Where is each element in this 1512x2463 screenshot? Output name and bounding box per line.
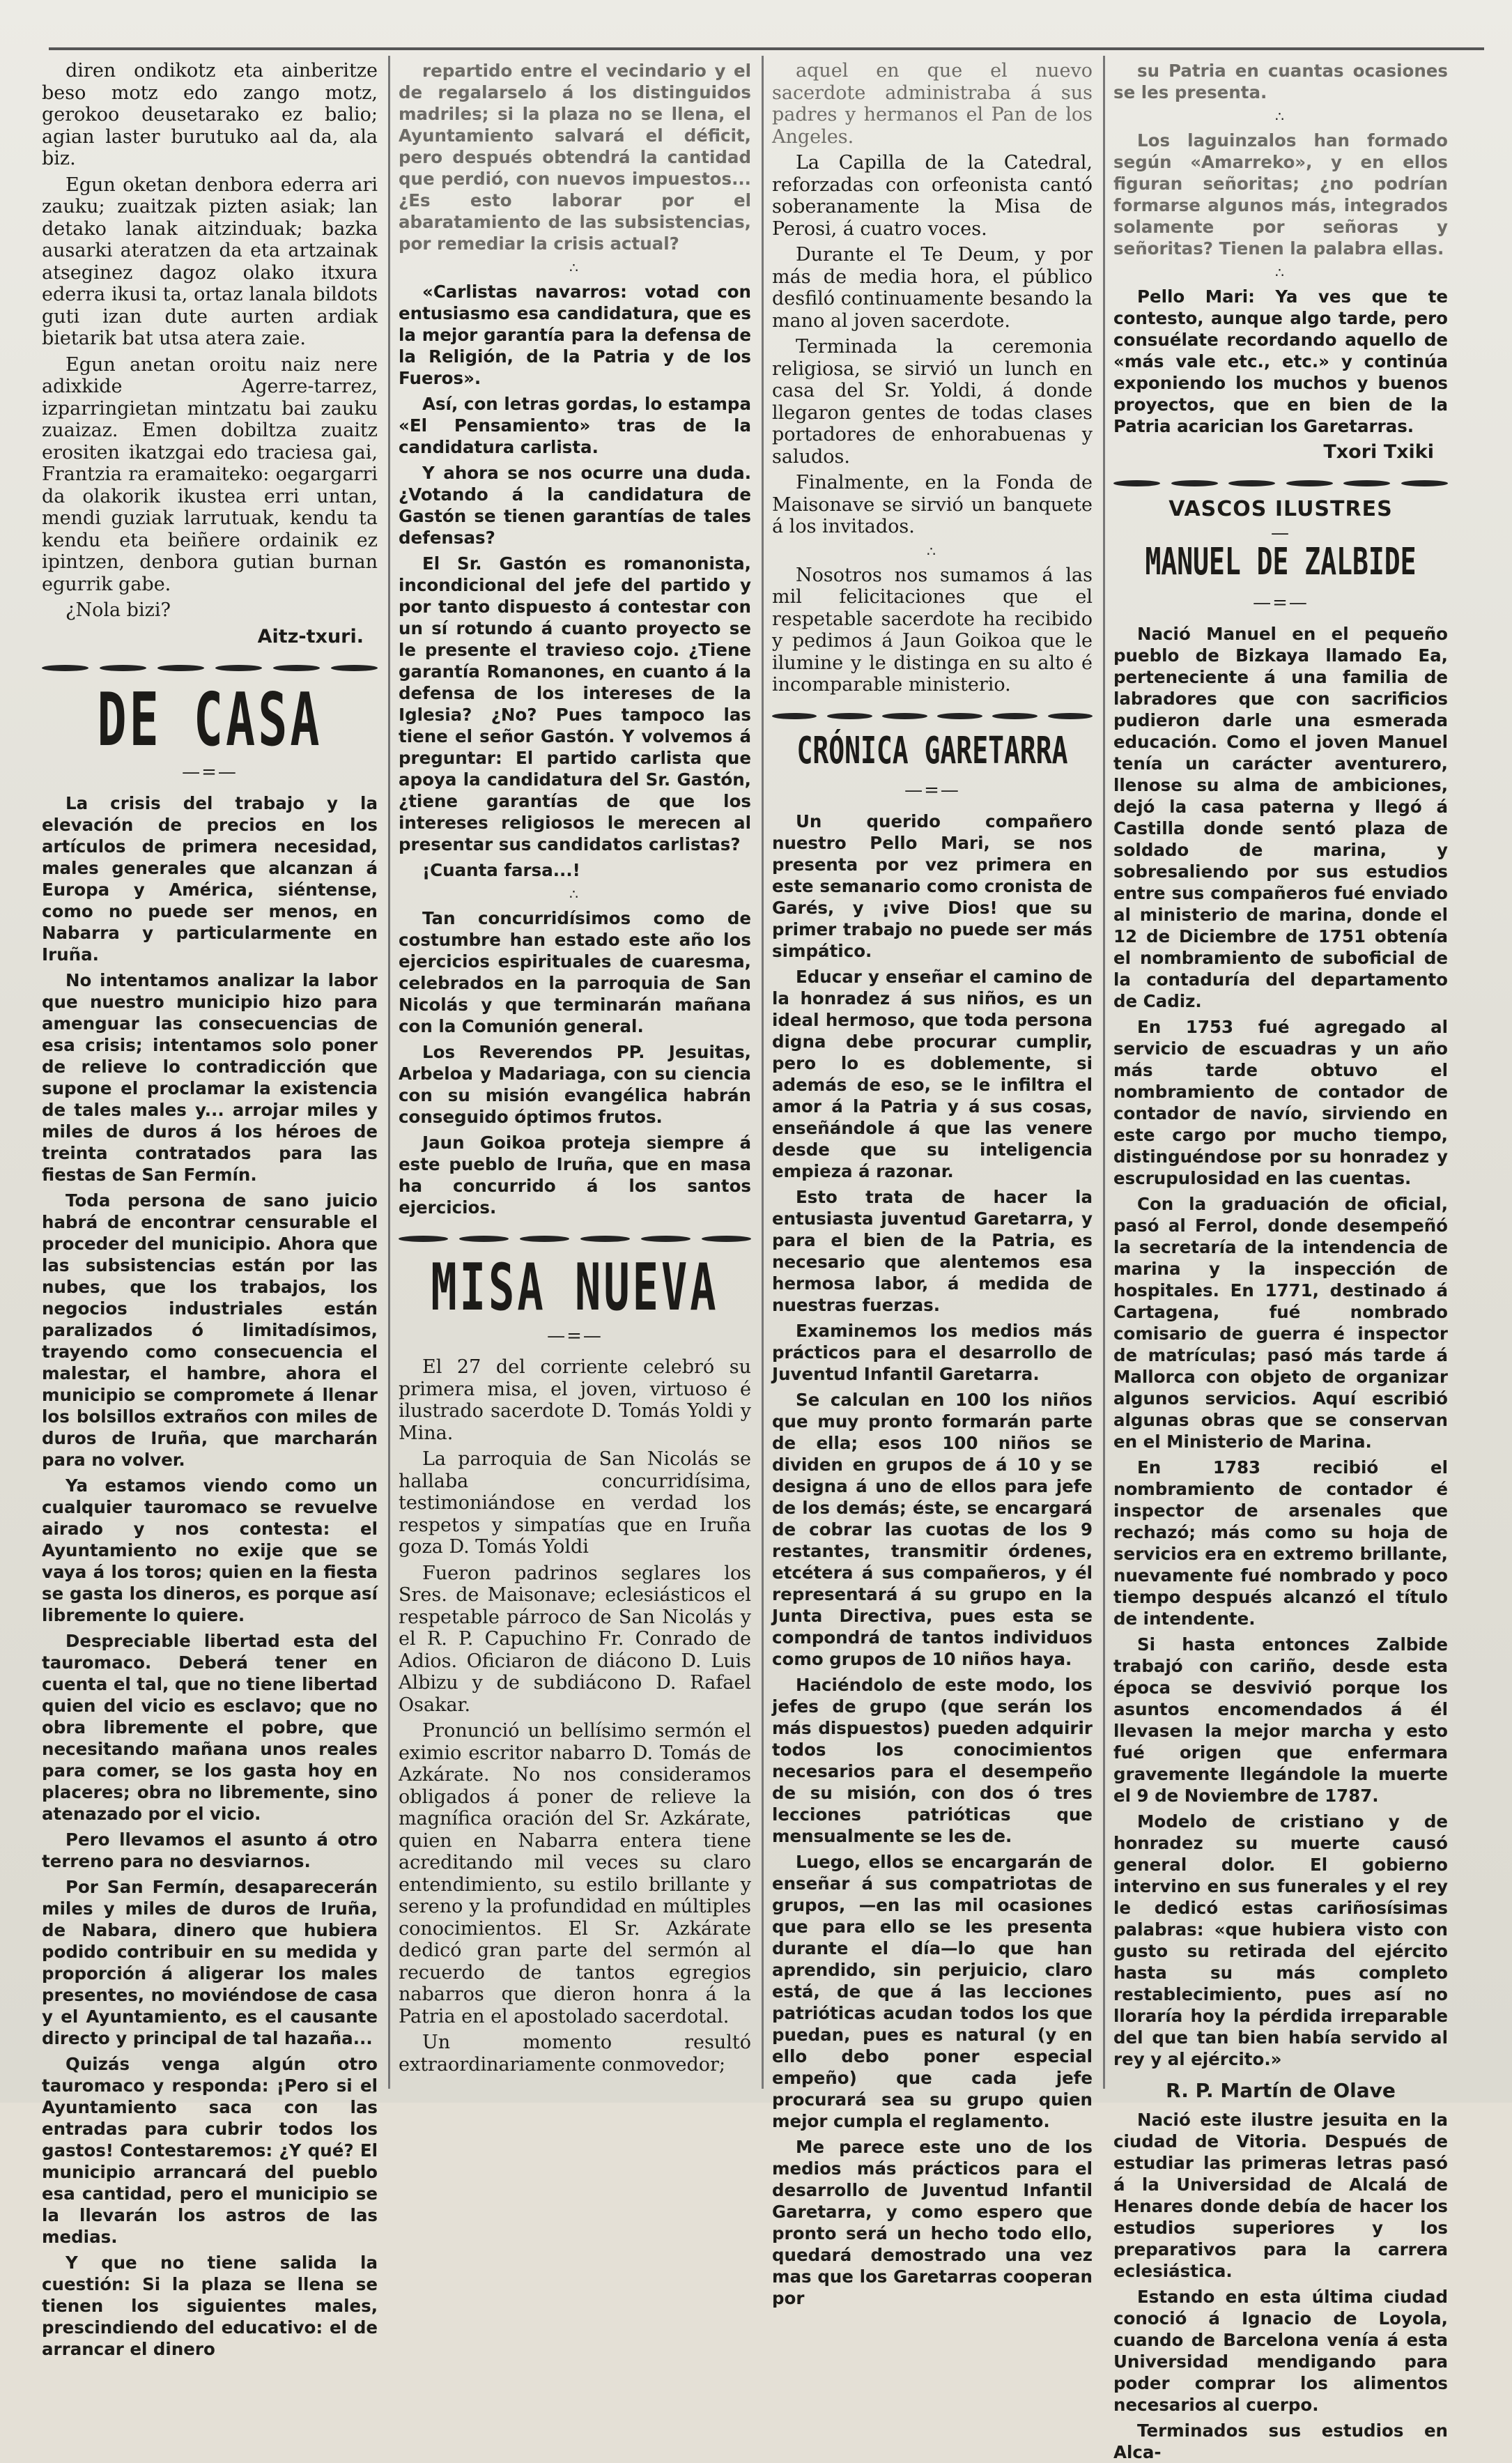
paragraph: El 27 del corriente celebró su primera misa, el joven, virtuoso é ilustrado sacerdote D. Tomás Yoldi y Mina.: [399, 1356, 751, 1444]
paragraph: La parroquia de San Nicolás se hallaba concurridísima, testimoniándose en verdad los respetos y simpatías que en Iruña goza D. Tomás Yoldi: [399, 1448, 751, 1558]
paragraph: Durante el Te Deum, y por más de media hora, el público desfiló continuamente besando la mano al joven sacerdote.: [772, 244, 1093, 332]
paragraph: Finalmente, en la Fonda de Maisonave se sirvió un banquete á los invitados.: [772, 472, 1093, 537]
paragraph: Y ahora se nos ocurre una duda. ¿Votando á la candidatura de Gastón se tienen garantías de tales defensas?: [399, 463, 751, 548]
headline-cronica-garetarra: CRÓNICA GARETARRA: [796, 728, 1068, 772]
headline-misa-nueva: MISA NUEVA: [431, 1249, 719, 1326]
column-3: [772, 60, 1093, 2308]
column-2: [399, 60, 751, 2089]
column-rule: [388, 56, 390, 2089]
paragraph: Quizás venga algún otro tauromaco y responda: ¡Pero si el Ayuntamiento saca con las entradas para cubrir todos los gastos! Contestaremos: ¿Y qué? El municipio arrancará del pueblo esa cantidad, pero el municipio se la llevarán los astros de las medias.: [42, 2054, 378, 2247]
paragraph: Haciéndolo de este modo, los jefes de grupo (que serán los más dispuestos) pueden adquirir todos los conocimientos necesarios para el desempeño de su misión, con dos ó tres lecciones patrióticas que mensualmente se les de.: [772, 1674, 1093, 1846]
paragraph: diren ondikotz eta ainberitze beso motz edo zango motz, gerokoo deusetarako ez balio; agian laster burutuko aal da, ala biz.: [42, 60, 378, 169]
paragraph: ¡Cuanta farsa...!: [422, 860, 580, 880]
paragraph: Nació Manuel en el pequeño pueblo de Bizkaya llamado Ea, perteneciente á una familia de labradores que con sacrificios pudieron darle una esmerada educación. Como el joven Manuel tenía un carácter aventurero, llenose su alma de ambiciones, dejó la casa paterna y llegó á Castilla donde sentó plaza de soldado de marina, y sobresaliendo por sus estudios entre sus compañeros fué enviado al ministerio de marina, donde el 12 de Diciembre de 1751 obtenía el nombramiento de suboficial de la contaduría del departamento de Cadiz.: [1113, 624, 1448, 1011]
headline-martin-de-olave: R. P. Martín de Olave: [1166, 2079, 1396, 2102]
paragraph: Toda persona de sano juicio habrá de encontrar censurable el proceder del municipio. Ahora que las subsistencias están por las nubes, que los trabajos, los negocios industriales están paralizados ó limitadísimos, trayendo como consecuencia el malestar, el hambre, ahora el municipio se compromete á llenar los bolsillos extraños con miles de duros de Iruña, que marcharán para no volver.: [42, 1190, 378, 1470]
column-4: [1113, 60, 1448, 2462]
paragraph: La crisis del trabajo y la elevación de precios en los artículos de primera necesidad, males generales que alcanzan á Europa y América, siéntense, como no puede ser menos, en Nabarra y particularmente en Iruña.: [42, 793, 378, 965]
paragraph: Tan concurridísimos como de costumbre han estado este año los ejercicios espirituales de cuaresma, celebrados en la parroquia de San Nicolás y que terminarán mañana con la Comunión general.: [399, 908, 751, 1036]
ornamental-divider: [42, 660, 378, 675]
paragraph: Jaun Goikoa proteja siempre á este pueblo de Iruña, que en masa ha concurrido á los santos ejercicios.: [399, 1133, 751, 1218]
section-vascos-ilustres: VASCOS ILUSTRES: [1168, 496, 1393, 521]
dash: —: [1271, 523, 1290, 544]
paragraph: aquel en que el nuevo sacerdote administraba á sus padres y hermanos el Pan de los Angeles.: [772, 60, 1093, 148]
column-rule: [762, 56, 764, 2089]
column-rule: [1103, 56, 1105, 2089]
signature-aitz-txuri: Aitz-txuri.: [257, 625, 364, 647]
paragraph: Egun anetan oroitu naiz nere adixkide Agerre-tarrez, izparringietan mintzatu bai zauku zuaizaz. Emen dobiltza zuaitz erositen ikatzgai edo traciesa gai, Frantzia ra eramaiteko: oegargarri da olakorik ikustea erri untan, mendi guziak larrutuak, kendu ta kendu eta beiñere ordainik ez ipintzen, denbora gutian burnan egurrik gabe.: [42, 353, 378, 595]
headline-wrap: [1113, 542, 1448, 591]
paragraph: En 1753 fué agregado al servicio de escuadras y un año más tarde obtuvo el nombramiento de contador de contador de navío, sirviendo en este cargo por mucho tiempo, distinguéndose por su honradez y escrupulosidad en las cuentas.: [1113, 1017, 1448, 1188]
paragraph: repartido entre el vecindario y el de regalarselo á los distinguidos madriles; si la plaza no se llena, el Ayuntamiento salvará el déficit, pero después obtendrá la cantidad que perdió, con nuevos impuestos... ¿Es esto laborar por el abaratamiento de las subsistencias, por remediar la crisis actual?: [399, 61, 751, 254]
paragraph: Egun oketan denbora ederra ari zauku; zuaitzak pizten asiak; lan detako lanak aitzinduak; bazka ausarki ateratzen da eta artzainak atseginez dagoz olako itxura ederra ikusi ta, ortaz lanala bildots guti izan dute aurten ardiak bietarik bat utsa atera zaie.: [42, 174, 378, 349]
paragraph: Y que no tiene salida la cuestión: Si la plaza se llena se tienen los siguientes males, prescindiendo del educativo: el de arrancar el dinero: [42, 2253, 378, 2359]
separator: —=—: [547, 1326, 603, 1346]
headline-manuel-de-zalbide: MANUEL DE ZALBIDE: [1145, 540, 1417, 583]
paragraph: Terminados sus estudios en Alca-: [1113, 2420, 1448, 2462]
headline-wrap: [772, 728, 1093, 778]
asterism: ∴: [1275, 264, 1286, 281]
paragraph: La Capilla de la Catedral, reforzadas con orfeonista cantó soberanamente la Misa de Perosi, á cuatro voces.: [772, 152, 1093, 240]
headline-de-casa: DE CASA: [97, 677, 323, 763]
paragraph: Un querido compañero nuestro Pello Mari, se nos presenta por vez primera en este semanario como cronista de Garés, y ¡vive Dios! que su primer trabajo no puede ser más simpático.: [772, 811, 1093, 961]
paragraph: Ya estamos viendo como un cualquier tauromaco se revuelve airado y nos contesta: el Ayuntamiento no exije que se vaya á los toros; quien en la fiesta se gasta los dineros, es porque así libremente lo quiere.: [42, 1475, 378, 1625]
top-rule: [49, 47, 1484, 50]
column-1: [42, 60, 378, 2359]
paragraph: Nosotros nos sumamos á las mil felicitaciones que el respetable sacerdote ha recibido y pedimos á Jaun Goikoa que le ilumine y le distinga en su alto é incomparable ministerio.: [772, 564, 1093, 696]
paragraph: Si hasta entonces Zalbide trabajó con cariño, desde esta época se desvivió porque los asuntos encomendados á él llevasen la mejor marcha y esto fué origen que enfermara gravemente llegándole la muerte el 9 de Noviembre de 1787.: [1113, 1634, 1448, 1806]
paragraph: Así, con letras gordas, lo estampa «El Pensamiento» tras de la candidatura carlista.: [399, 394, 751, 457]
paragraph: No intentamos analizar la labor que nuestro municipio hizo para amenguar las consecuencias de esa crisis; intentamos solo poner de relieve lo contradicción que supone el proclamar la existencia de tales males y... arrojar miles y miles de duros á los héroes de treinta contratados para las fiestas de San Fermín.: [42, 970, 378, 1185]
asterism: ∴: [569, 886, 580, 903]
paragraph: Nació este ilustre jesuita en la ciudad de Vitoria. Después de estudiar las primeras letras pasó á la Universidad de Alcalá de Henares donde debía de hacer los estudios superiores y los preparativos para la carrera eclesiástica.: [1113, 2109, 1448, 2281]
paragraph: Modelo de cristiano y de honradez su muerte causó general dolor. El gobierno intervino en sus funerales y el rey le dedicó estas cariñosísimas palabras: «que hubiera visto con gusto su retirada del ejército hasta su más completo restablecimiento, pues así no lloraría hoy la pérdida irreparable del que tan bien había servido al rey y al ejército.»: [1113, 1811, 1448, 2069]
ornamental-divider: [772, 709, 1093, 724]
ornamental-divider: [1113, 476, 1448, 491]
separator: —=—: [182, 762, 238, 783]
paragraph: Esto trata de hacer la entusiasta juventud Garetarra, y para el bien de la Patria, es necesario que alentemos esa hermosa labor, á medida de nuestras fuerzas.: [772, 1186, 1093, 1315]
paragraph: Fueron padrinos seglares los Sres. de Maisonave; eclesiásticos el respetable párroco de San Nicolás y el R. P. Capuchino Fr. Conrado de Adios. Oficiaron de diácono D. Luis Albizu y de subdiácono D. Rafael Osakar.: [399, 1562, 751, 1716]
paragraph: Un momento resultó extraordinariamente conmovedor;: [399, 2032, 751, 2075]
paragraph: Estando en esta última ciudad conoció á Ignacio de Loyola, cuando de Barcelona venía á esta Universidad mendigando para poder comprar los alimentos necesarios al cuerpo.: [1113, 2286, 1448, 2415]
paragraph: En 1783 recibió el nombramiento de contador é inspector de arsenales que rechazó; más como su hoja de servicios era en extremo brillante, nuevamente fué nombrado y poco tiempo después alcanzó el título de intendente.: [1113, 1457, 1448, 1629]
de-casa-article: [42, 792, 378, 2360]
paragraph: ¿Nola bizi?: [65, 599, 171, 621]
separator: —=—: [1253, 592, 1309, 613]
asterism: ∴: [927, 542, 938, 560]
paragraph: Pero llevamos el asunto á otro terreno para no desviarnos.: [42, 1829, 378, 1871]
paragraph: Examinemos los medios más prácticos para el desarrollo de Juventud Infantil Garetarra.: [772, 1320, 1093, 1384]
paragraph: Los laguinzalos han formado según «Amarreko», y en ellos figuran señoritas; ¿no podrían formarse algunos más, integrados solamente por señoras y señoritas? Tienen la palabra ellas.: [1113, 130, 1448, 259]
paragraph: Luego, ellos se encargarán de enseñar á sus compatriotas de grupos, —en las mil ocasiones que para ello se les presenta durante el día—lo que han aprendido, sin perjuicio, claro está, de que á las lecciones patrióticas acudan todos los que puedan, pues es natural (y en ello debo poner especial empeño) que cada jefe procurará sea su grupo quien mejor cumpla el reglamento.: [772, 1851, 1093, 2131]
paragraph: Terminada la ceremonia religiosa, se sirvió un lunch en casa del Sr. Yoldi, á donde llegaron gentes de todas clases portadores de enhorabuenas y saludos.: [772, 336, 1093, 468]
ornamental-divider: [399, 1231, 751, 1246]
signature-txori-txiki: Txori Txiki: [1323, 441, 1434, 463]
paragraph: Con la graduación de oficial, pasó al Ferrol, donde desempeñó la secretaría de la intendencia de marina y la inspección de hospitales. En 1771, destinado á Cartagena, fué nombrado comisario de guerra é inspector de matrículas; pasó más tarde á Mallorca con objeto de organizar algunos servicios. Aquí escribió algunas obras que se conservan en el Ministerio de Marina.: [1113, 1194, 1448, 1452]
asterism: ∴: [1275, 108, 1286, 125]
paragraph: Educar y enseñar el camino de la honradez á sus niños, es un ideal hermoso, que toda persona digna debe procurar cumplir, pero lo es doblemente, si además de eso, se le infiltra el amor á la Patria y á sus cosas, enseñándole á que las venere desde que su inteligencia empieza á razonar.: [772, 966, 1093, 1181]
asterism: ∴: [569, 259, 580, 276]
paragraph: Me parece este uno de los medios más prácticos para el desarrollo de Juventud Infantil Garetarra, y como espero que pronto será un hecho todo ello, quedará demostrado una vez mas que los Garetarras cooperan por: [772, 2136, 1093, 2308]
paragraph: su Patria en cuantas ocasiones se les presenta.: [1113, 61, 1448, 102]
headline-wrap: [399, 1249, 751, 1326]
paragraph: Pello Mari: Ya ves que te contesto, aunque algo tarde, pero consuélate recordando aquello de «más vale etc., etc.» y continúa exponiendo los muchos y buenos proyectos, que en bien de la Patria acarician los Garetarras.: [1113, 286, 1448, 436]
paragraph: Se calculan en 100 los niños que muy pronto formarán parte de ella; esos 100 niños se dividen en grupos de á 10 y se designa á uno de ellos para jefe de los demás; éste, se encargará de cobrar las cuotas de los 9 restantes, transmitir órdenes, etcétera á sus compañeros, y él representará á su grupo en la Junta Directiva, pues esta se compondrá de tantos individuos como grupos de 10 niños haya.: [772, 1389, 1093, 1669]
paragraph: Pronunció un bellísimo sermón el eximio escritor nabarro D. Tomás de Azkárate. No nos consideramos obligados á poner de relieve la magnífica oración del Sr. Azkárate, quien en Nabarra entera tiene acreditando mil veces su claro entendimiento, su estilo brillante y sereno y la profundidad en múltiples conocimientos. El Sr. Azkárate dedicó gran parte del sermón al recuerdo de tantos egregios nabarros que dieron honra á la Patria en el apostolado sacerdotal.: [399, 1720, 751, 2027]
headline-wrap: [42, 677, 378, 763]
paragraph: Por San Fermín, desaparecerán miles y miles de duros de Iruña, de Nabara, dinero que hubiera podido contribuir en su medida y proporción á aligerar los males presentes, no moviéndose de casa y el Ayuntamiento, es el causante directo y principal de tal hazaña...: [42, 1877, 378, 2048]
separator: —=—: [904, 779, 960, 801]
basque-article: [42, 60, 378, 647]
paragraph: «Carlistas navarros: votad con entusiasmo esa candidatura, que es la mejor garantía para la defensa de la Religión, de la Patria y de los Fueros».: [399, 282, 751, 388]
paragraph: Despreciable libertad esta del tauromaco. Deberá tener en cuenta el tal, que no tiene libertad quien del vicio es esclavo; que no obra libremente el pobre, que necesitando mañana unos reales para comer, se los gasta hoy en placeres; obra no libremente, sino atenazado por el vicio.: [42, 1631, 378, 1824]
paragraph: El Sr. Gastón es romanonista, incondicional del jefe del partido y por tanto dispuesto á contestar con un sí rotundo á cuanto proyecto se le presente el travieso cojo. ¿Tiene garantía Romanones, en cuanto á la defensa de los intereses de la Iglesia? ¿No? Pues tampoco las tiene el señor Gastón. Y volvemos á preguntar: El partido carlista que apoya la candidatura del Sr. Gastón, ¿tiene garantías de que los intereses religiosos le merecen al presentar sus candidatos carlistas?: [399, 553, 751, 854]
paragraph: Los Reverendos PP. Jesuitas, Arbeloa y Madariaga, con su ciencia con su misión evangélica habrán conseguido óptimos frutos.: [399, 1042, 751, 1127]
